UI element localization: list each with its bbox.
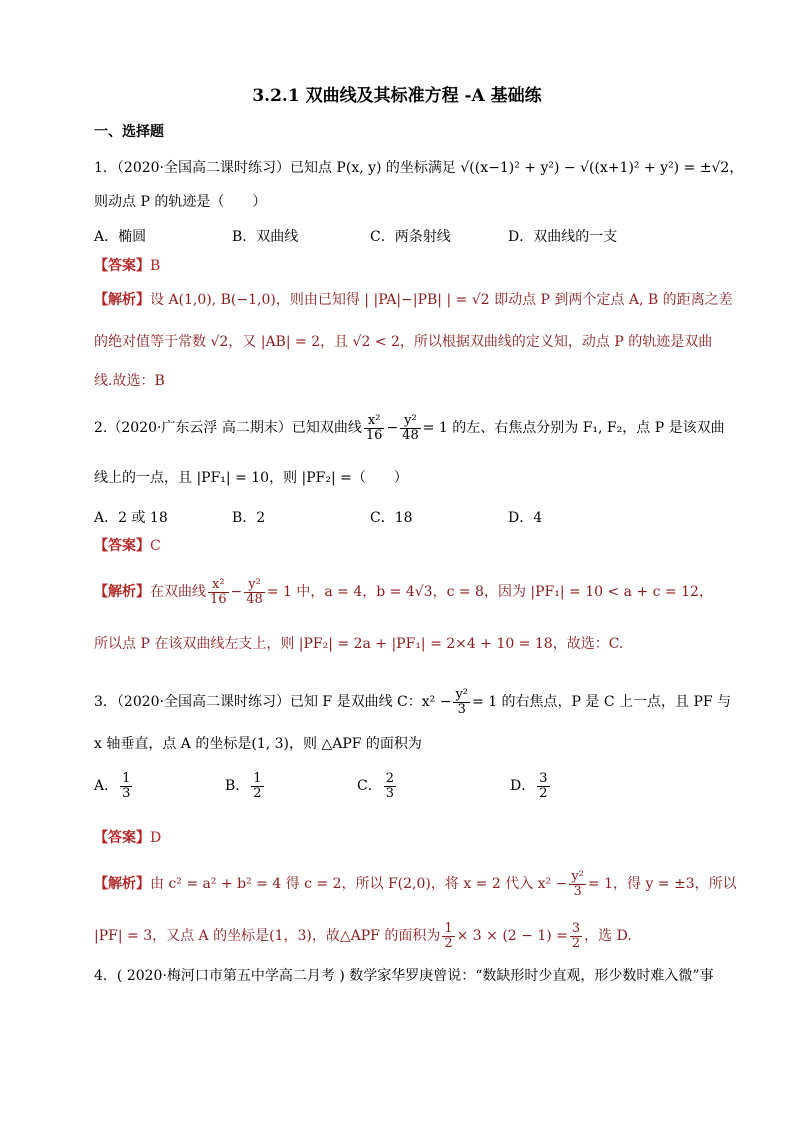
q3-answer bbox=[94, 830, 161, 847]
option-label: B． bbox=[225, 778, 250, 795]
q3-stem-text-a: 3．（2020·全国高二课时练习）已知 F 是双曲线 C：x² − bbox=[94, 694, 452, 711]
fraction bbox=[400, 414, 421, 442]
q2-stem-text-b: = 1 的左、右焦点分别为 F₁, F₂，点 P 是该双曲 bbox=[422, 420, 725, 437]
q2-analysis-line1 bbox=[94, 578, 713, 606]
fraction bbox=[208, 578, 229, 606]
denominator: 2 bbox=[253, 785, 262, 801]
q1-stem-line2: 则动点 P 的轨迹是（ ） bbox=[94, 194, 267, 210]
q3-option-c bbox=[357, 772, 398, 800]
analysis-text-a: |PF| = 3，又点 A 的坐标是(1，3)，故△APF 的面积为 bbox=[94, 928, 441, 945]
q2-option-b: B．2 bbox=[232, 510, 266, 526]
q3-stem-line1 bbox=[94, 688, 731, 716]
analysis-text-b: = 1 中，a = 4，b = 4√3，c = 8，因为 |PF₁| = 10 < a + c = 12， bbox=[266, 584, 713, 601]
minus-sign: − bbox=[230, 584, 243, 601]
q3-option-b bbox=[225, 772, 266, 800]
denominator: 2 bbox=[539, 785, 548, 801]
q1-option-b: B．双曲线 bbox=[232, 229, 299, 245]
denominator: 48 bbox=[402, 427, 419, 443]
numerator: 3 bbox=[571, 921, 581, 936]
fraction bbox=[442, 922, 454, 950]
denominator: 16 bbox=[210, 591, 227, 607]
answer-label: 【答案】 bbox=[94, 538, 150, 554]
analysis-text-a: 由 c² = a² + b² = 4 得 c = 2，所以 F(2,0)，将 x = 2 代入 x² − bbox=[150, 876, 568, 893]
numerator: 1 bbox=[253, 771, 262, 786]
numerator: 1 bbox=[122, 771, 131, 786]
minus-sign: − bbox=[386, 420, 399, 437]
q2-option-a: A．2 或 18 bbox=[94, 510, 168, 526]
q1-analysis-line3: 线.故选：B bbox=[94, 373, 165, 389]
analysis-label: 【解析】 bbox=[94, 584, 150, 601]
q3-option-d bbox=[510, 772, 552, 800]
q1-option-a: A．椭圆 bbox=[94, 229, 147, 245]
page-title: 3.2.1 双曲线及其标准方程 -A 基础练 bbox=[252, 86, 542, 106]
q2-answer bbox=[94, 538, 161, 555]
q1-option-c: C．两条射线 bbox=[370, 229, 451, 245]
q1-stem-line1: 1．（2020·全国高二课时练习）已知点 P(x, y) 的坐标满足 √((x−1)² + y²) − √((x+1)² + y²) = ±√2， bbox=[94, 160, 744, 176]
q4-stem-line1: 4．( 2020·梅河口市第五中学高二月考 ) 数学家华罗庚曾说：“数缺形时少直观，形少数时难入微”事 bbox=[94, 968, 714, 984]
q2-analysis-line2: 所以点 P 在该双曲线左支上，则 |PF₂| = 2a + |PF₁| = 2×4 + 10 = 18，故选：C. bbox=[94, 636, 624, 652]
q2-option-d: D．4 bbox=[508, 510, 543, 526]
fraction bbox=[244, 578, 265, 606]
fraction bbox=[364, 414, 385, 442]
q3-analysis-line2 bbox=[94, 922, 632, 950]
denominator: 48 bbox=[246, 591, 263, 607]
denominator: 3 bbox=[385, 785, 394, 801]
analysis-text-a: 在双曲线 bbox=[150, 584, 206, 601]
q1-option-d: D．双曲线的一支 bbox=[508, 229, 618, 245]
q1-analysis-line2: 的绝对值等于常数 √2，又 |AB| = 2，且 √2 < 2，所以根据双曲线的定义知，动点 P 的轨迹是双曲 bbox=[94, 334, 713, 350]
answer-value: C bbox=[150, 538, 161, 554]
numerator: y² bbox=[455, 687, 469, 702]
fraction bbox=[453, 688, 470, 716]
section-heading: 一、选择题 bbox=[94, 124, 164, 140]
q3-option-a bbox=[94, 772, 134, 800]
fraction bbox=[384, 772, 396, 800]
answer-label: 【答案】 bbox=[94, 258, 150, 274]
analysis-label: 【解析】 bbox=[94, 292, 150, 308]
fraction bbox=[569, 870, 586, 898]
answer-label: 【答案】 bbox=[94, 830, 150, 846]
denominator: 2 bbox=[571, 935, 581, 951]
q3-stem-text-b: = 1 的右焦点，P 是 C 上一点，且 PF 与 bbox=[472, 694, 732, 711]
q2-stem-text-a: 2.（2020·广东云浮 高二期末）已知双曲线 bbox=[94, 420, 362, 437]
numerator: 2 bbox=[385, 771, 394, 786]
analysis-text-b: = 1，得 y = ±3，所以 bbox=[587, 876, 737, 893]
option-label: C． bbox=[357, 778, 382, 795]
option-label: D． bbox=[510, 778, 536, 795]
denominator: 3 bbox=[122, 785, 131, 801]
denominator: 16 bbox=[365, 427, 383, 443]
fraction bbox=[251, 772, 263, 800]
numerator: y² bbox=[571, 869, 584, 884]
analysis-text: 设 A(1,0), B(−1,0)，则由已知得 | |PA|−|PB| | = √2 即动点 P 到两个定点 A, B 的距离之差 bbox=[150, 292, 733, 308]
denominator: 2 bbox=[444, 935, 453, 951]
option-label: A． bbox=[94, 778, 119, 795]
q2-option-c: C．18 bbox=[370, 510, 413, 526]
answer-value: D bbox=[150, 830, 162, 846]
numerator: x² bbox=[364, 414, 385, 429]
analysis-text-c: ，选 D. bbox=[584, 928, 632, 945]
numerator: 3 bbox=[539, 771, 548, 786]
answer-value: B bbox=[150, 258, 161, 274]
q2-stem-line2: 线上的一点，且 |PF₁| = 10，则 |PF₂| =（ ） bbox=[94, 470, 408, 486]
fraction bbox=[120, 772, 132, 800]
numerator: y² bbox=[400, 414, 421, 429]
q1-analysis-line1 bbox=[94, 292, 733, 309]
numerator: x² bbox=[208, 578, 229, 593]
q3-stem-line2: x 轴垂直，点 A 的坐标是(1, 3)，则 △APF 的面积为 bbox=[94, 736, 422, 752]
numerator: 1 bbox=[444, 921, 453, 936]
denominator: 3 bbox=[457, 701, 466, 717]
analysis-text-b: × 3 × (2 − 1) = bbox=[456, 928, 568, 945]
q3-analysis-line1 bbox=[94, 870, 737, 898]
q2-stem-line1 bbox=[94, 414, 725, 442]
fraction bbox=[570, 922, 582, 950]
numerator: y² bbox=[244, 578, 265, 593]
denominator: 3 bbox=[573, 883, 582, 899]
fraction bbox=[537, 772, 549, 800]
q1-answer bbox=[94, 258, 160, 275]
analysis-label: 【解析】 bbox=[94, 876, 150, 893]
